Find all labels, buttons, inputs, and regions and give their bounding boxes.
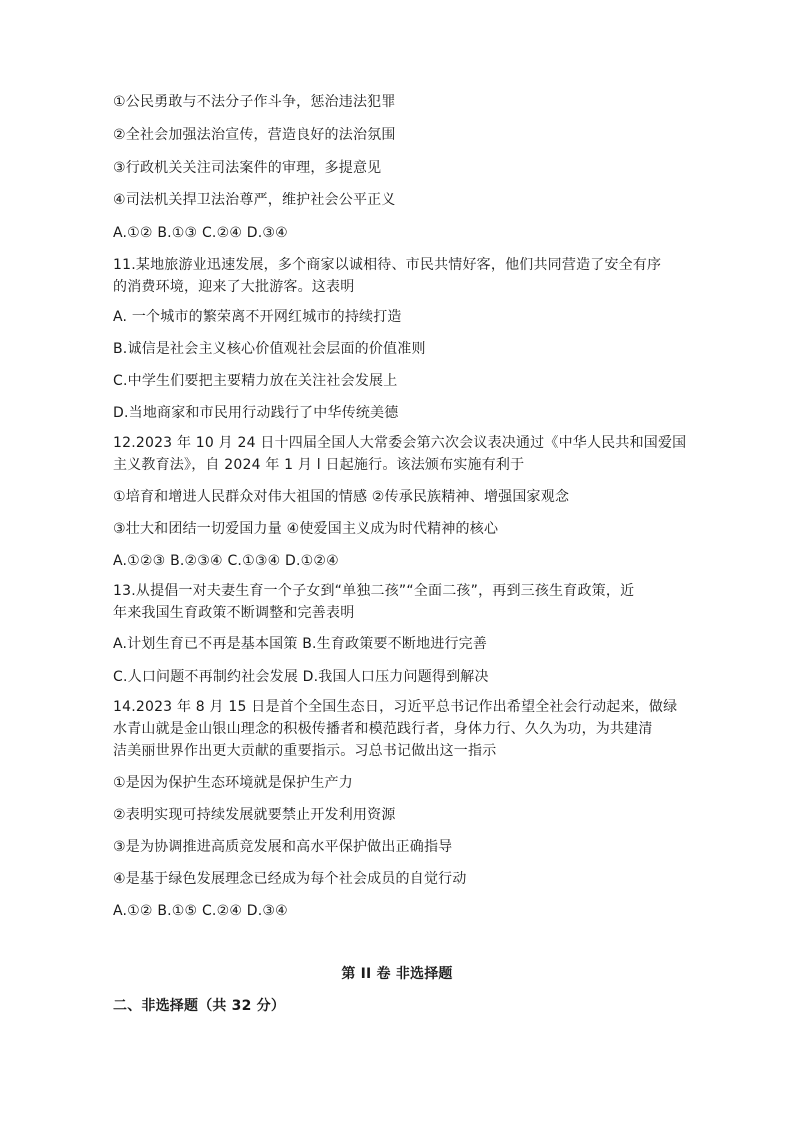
q12-items-line2: ③壮大和团结一切爱国力量 ④使爱国主义成为时代精神的核心: [113, 521, 499, 537]
section-title: 第 II 卷 非选择题: [341, 966, 453, 982]
q11-option-a: A. 一个城市的繁荣离不开网红城市的持续打造: [113, 309, 402, 325]
q11-stem-line1: 11.某地旅游业迅速发展，多个商家以诚相待、市民共情好客，他们共同营造了安全有序: [113, 257, 662, 273]
section-heading: 二、非选择题（共 32 分）: [113, 998, 286, 1014]
q11-option-b: B.诚信是社会主义核心价值观社会层面的价值准则: [113, 341, 426, 357]
q13-options-line2: C.人口问题不再制约社会发展 D.我国人口压力问题得到解决: [113, 669, 489, 685]
q13-options-line1: A.计划生育已不再是基本国策 B.生育政策要不断地进行完善: [113, 636, 488, 652]
q13-stem-line2: 年来我国生育政策不断调整和完善表明: [113, 605, 355, 621]
q11-option-d: D.当地商家和市民用行动践行了中华传统美德: [113, 405, 399, 421]
q10-item-4: ④司法机关捍卫法治尊严，维护社会公平正义: [113, 192, 396, 208]
q12-items-line1: ①培育和增进人民群众对伟大祖国的情感 ②传承民族精神、增强国家观念: [113, 489, 570, 505]
q13-stem-line1: 13.从提倡一对夫妻生育一个子女到“单独二孩”“全面二孩”，再到三孩生育政策，近: [113, 583, 635, 599]
q14-answers: A.①② B.①⑤ C.②④ D.③④: [113, 903, 288, 919]
q10-item-2: ②全社会加强法治宣传，营造良好的法治氛围: [113, 127, 396, 143]
q10-item-3: ③行政机关关注司法案件的审理，多提意见: [113, 160, 382, 176]
q11-option-c: C.中学生们要把主要精力放在关注社会发展上: [113, 373, 398, 389]
q14-item-1: ①是因为保护生态环境就是保护生产力: [113, 775, 353, 791]
q14-stem-line1: 14.2023 年 8 月 15 日是首个全国生态日，习近平总书记作出希望全社会行动起来，做绿: [113, 699, 678, 715]
q14-stem-line2: 水青山就是金山银山理念的积极传播者和模范践行者，身体力行、久久为功，为共建清: [113, 721, 653, 737]
q10-answers: A.①② B.①③ C.②④ D.③④: [113, 225, 288, 241]
q12-answers: A.①②③ B.②③④ C.①③④ D.①②④: [113, 553, 339, 569]
q14-item-2: ②表明实现可持续发展就要禁止开发利用资源: [113, 807, 396, 823]
q14-stem-line3: 洁美丽世界作出更大贡献的重要指示。习总书记做出这一指示: [113, 743, 497, 759]
q10-item-1: ①公民勇敢与不法分子作斗争，惩治违法犯罪: [113, 94, 396, 110]
q12-stem-line2: 主义教育法》，自 2024 年 1 月 l 日起施行。该法颁布实施有利于: [113, 457, 525, 473]
q14-item-3: ③是为协调推进高质竞发展和高水平保护做出正确指导: [113, 839, 453, 855]
q11-stem-line2: 的消费环境，迎来了大批游客。这表明: [113, 279, 355, 295]
q14-item-4: ④是基于绿色发展理念已经成为每个社会成员的自觉行动: [113, 871, 467, 887]
q12-stem-line1: 12.2023 年 10 月 24 日十四届全国人大常委会第六次会议表决通过《中华人民共和国爱国: [113, 435, 687, 451]
